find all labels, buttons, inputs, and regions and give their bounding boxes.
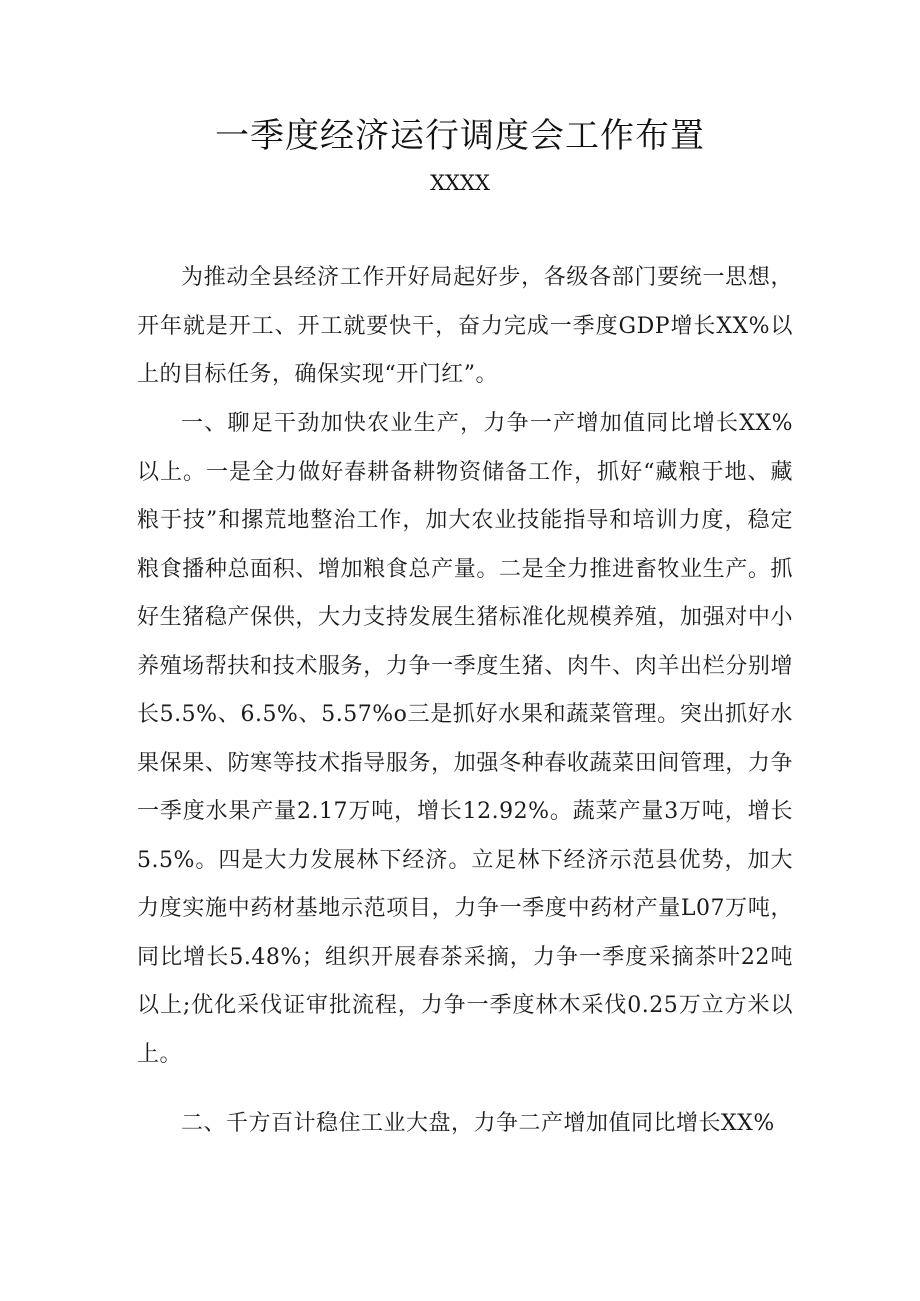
paragraph-text: 二、千方百计稳住工业大盘，力争二产增加值同比增长XX% <box>181 1111 775 1136</box>
paragraph-industry <box>137 1100 793 1149</box>
paragraph-agriculture <box>137 400 793 1079</box>
document-author: XXXX <box>430 171 490 195</box>
paragraph-text: 为推动全县经济工作开好局起好步，各级各部门要统一思想，开年就是开工、开工就要快干，奋力完成一季度GDP增长XX%以上的目标任务，确保实现“开门红”。 <box>137 265 793 387</box>
document-title: 一季度经济运行调度会工作布置 <box>215 116 705 156</box>
paragraph-text: 一、聊足干劲加快农业生产，力争一产增加值同比增长XX%以上。一是全力做好春耕备耕物资储备工作，抓好“藏粮于地、藏粮于技”和摞荒地整治工作，加大农业技能指导和培训力度，稳定粮食播种总面积、增加粮食总产量。二是全力推进畜牧业生产。抓好生猪稳产保供，大力支持发展生猪标准化规模养殖，加强对中小养殖场帮扶和技术服务，力争一季度生猪、肉牛、肉羊出栏分别增长5.5%、6.5%、5.57%o三是抓好水果和蔬菜管理。突出抓好水果保果、防寒等技术指导服务，加强冬种春收蔬菜田间管理，力争一季度水果产量2.17万吨，增长12.92%。蔬菜产量3万吨，增长5.5%。四是大力发展林下经济。立足林下经济示范县优势，加大力度实施中药材基地示范项目，力争一季度中药材产量L07万吨，同比增长5.48%；组织开展春茶采摘，力争一季度采摘茶叶22吨以上;优化采伐证审批流程，力争一季度林木采伐0.25万立方米以上。 <box>137 411 793 1067</box>
paragraph-intro <box>137 254 793 400</box>
